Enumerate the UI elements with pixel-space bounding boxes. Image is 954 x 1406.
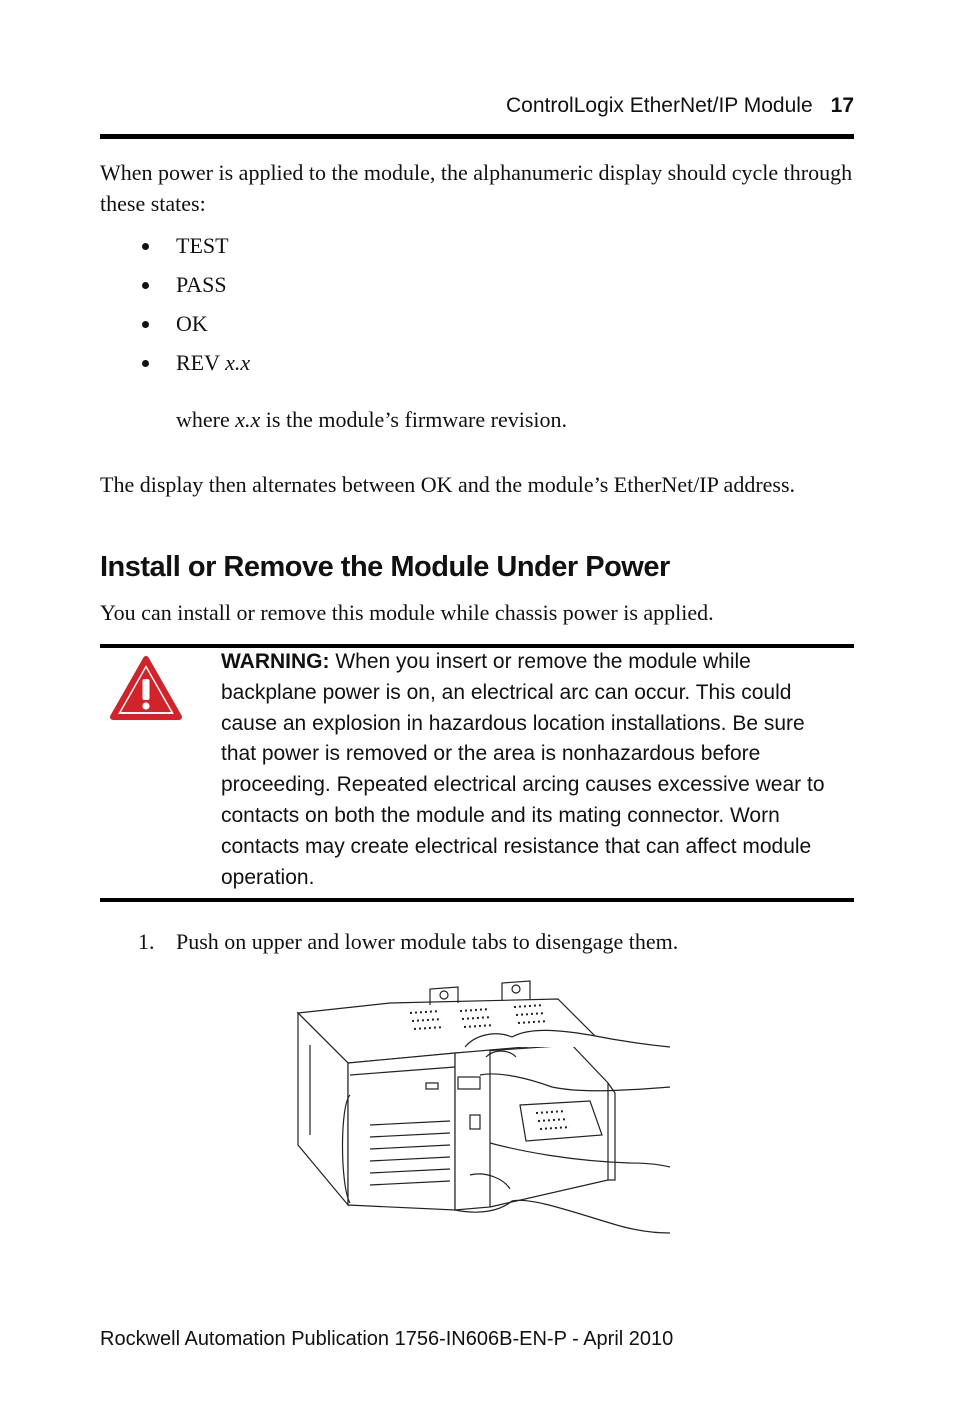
display-states-list [138, 228, 250, 384]
warning-bottom-rule [100, 898, 854, 902]
firmware-note: where x.x is the module’s firmware revision. [176, 407, 567, 432]
warning-text [221, 647, 841, 893]
step-text: Push on upper and lower module tabs to disengage them. [176, 929, 679, 954]
alternate-paragraph: The display then alternates between OK and the module’s EtherNet/IP address. [100, 472, 796, 497]
list-item: OK [138, 306, 250, 345]
page-number: 17 [830, 94, 854, 117]
step-1 [138, 929, 678, 955]
intro-paragraph: When power is applied to the module, the alphanumeric display should cycle through these states: [100, 160, 853, 216]
list-item: PASS [138, 267, 250, 306]
step-number: 1. [138, 929, 155, 954]
header-rule [100, 134, 854, 139]
bullet-icon [142, 321, 149, 328]
section-lead: You can install or remove this module while chassis power is applied. [100, 600, 714, 625]
bullet-icon [142, 282, 149, 289]
warning-triangle-icon [110, 656, 182, 720]
header-title: ControlLogix EtherNet/IP Module [506, 94, 813, 117]
module-removal-illustration [290, 975, 670, 1240]
bullet-icon [142, 360, 149, 367]
list-item: REV x.x [138, 345, 250, 384]
bullet-icon [142, 243, 149, 250]
section-heading: Install or Remove the Module Under Power [100, 551, 670, 583]
running-header [100, 94, 854, 118]
warning-body: When you insert or remove the module while backplane power is on, an electrical arc can occur. This could cause an explosion in hazardous location installations. Be sure that power is removed or the area is nonhazardous before proceeding. Repeated electrical arcing causes excessive wear to contacts on both the module and its mating connector. Worn contacts may create electrical resistance that can affect module operation. [221, 650, 825, 889]
footer-publication: Rockwell Automation Publication 1756-IN606B-EN-P - April 2010 [100, 1328, 674, 1350]
list-item: TEST [138, 228, 250, 267]
warning-label: WARNING: [221, 650, 330, 673]
